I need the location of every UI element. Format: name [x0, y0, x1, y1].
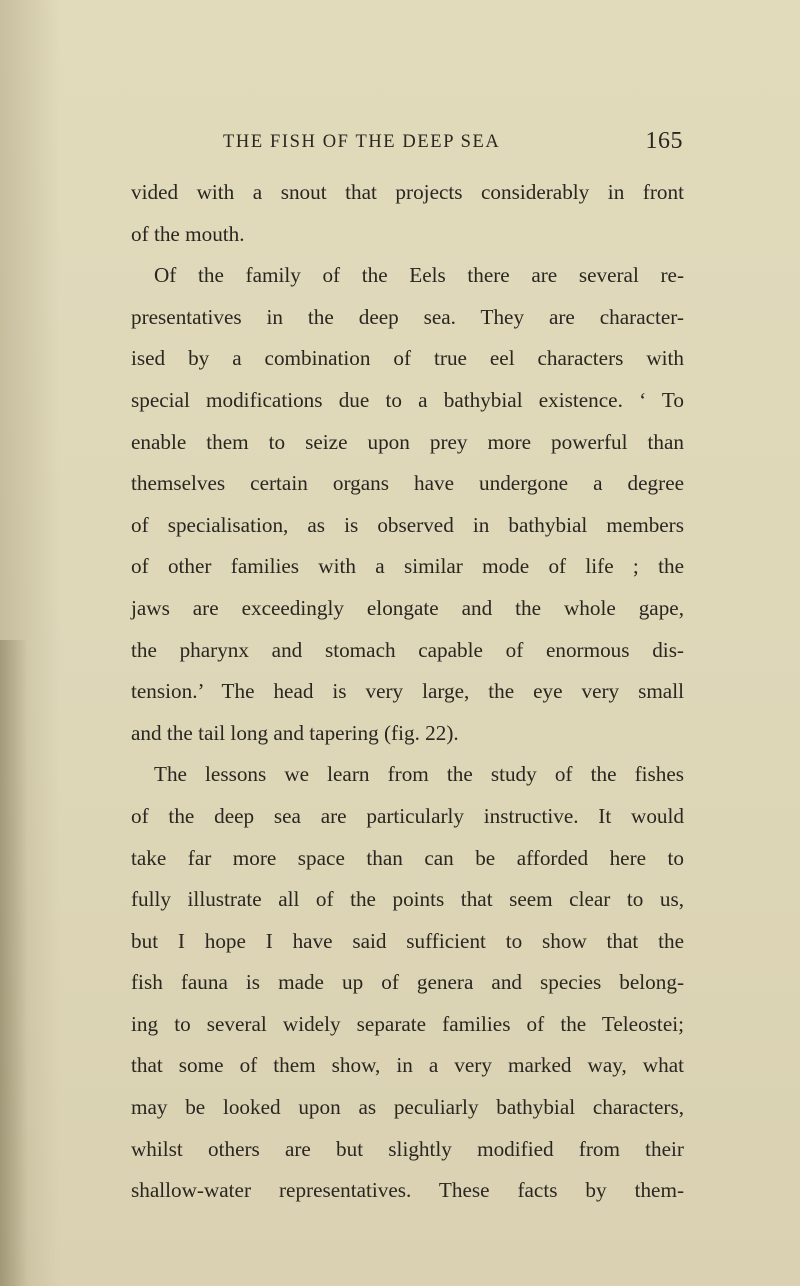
text-line: special modifications due to a bathybial existence. ‘ To [131, 387, 684, 412]
text-line: tension.’ The head is very large, the eye very small [131, 679, 684, 704]
text-line: enable them to seize upon prey more powerful than [131, 429, 684, 454]
text-line: vided with a snout that projects considerably in front [131, 180, 684, 204]
text-line: jaws are exceedingly elongate and the whole gape, [131, 595, 684, 620]
text-line: shallow-water representatives. These facts by them- [131, 1178, 684, 1203]
text-line: fully illustrate all of the points that seem clear to us, [131, 887, 684, 912]
text-line: presentatives in the deep sea. They are character- [131, 304, 684, 329]
text-line: ing to several widely separate families of the Teleostei; [131, 1011, 684, 1036]
text-line: whilst others are but slightly modified from their [131, 1136, 684, 1161]
text-line: that some of them show, in a very marked way, what [131, 1053, 684, 1078]
text-line: The lessons we learn from the study of the fishes [154, 762, 684, 787]
text-line: and the tail long and tapering (fig. 22). [131, 720, 459, 745]
text-line: but I hope I have said sufficient to show that the [131, 928, 684, 953]
text-line: themselves certain organs have undergone a degree [131, 471, 684, 496]
text-line: may be looked upon as peculiarly bathybial characters, [131, 1095, 684, 1120]
text-line: of other families with a similar mode of life ; the [131, 554, 684, 579]
text-line: the pharynx and stomach capable of enormous dis- [131, 637, 684, 662]
text-line: of the deep sea are particularly instructive. It would [131, 803, 684, 828]
page-number: 165 [645, 128, 683, 154]
text-line: ised by a combination of true eel characters with [131, 346, 684, 371]
binding-shadow [0, 640, 28, 1286]
body-text [131, 172, 684, 1212]
running-title: THE FISH OF THE DEEP SEA [223, 132, 501, 152]
text-line: of the mouth. [131, 221, 245, 246]
text-line: fish fauna is made up of genera and species belong- [131, 970, 684, 995]
text-line: of specialisation, as is observed in bathybial members [131, 512, 684, 537]
running-head [223, 126, 683, 160]
text-line: take far more space than can be afforded here to [131, 845, 684, 870]
text-line: Of the family of the Eels there are several re- [154, 263, 684, 288]
